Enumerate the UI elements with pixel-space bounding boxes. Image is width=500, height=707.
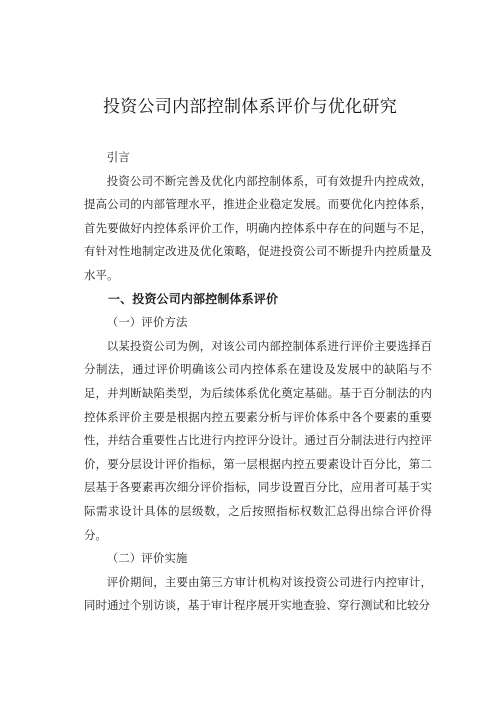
subsection-heading-implementation: （二）评价实施 <box>106 551 188 566</box>
intro-heading: 引言 <box>106 150 130 164</box>
document-title: 投资公司内部控制体系评价与优化研究 <box>102 97 398 117</box>
document-body <box>84 146 432 618</box>
intro-paragraph: 投资公司不断完善及优化内部控制体系，可有效提升内控成效，提高公司的内部管理水平，推进企业稳定发展。而要优化内控体系，首先要做好内控体系评价工作，明确内控体系中存在的问题与不足，有针对性地制定改进及优化策略，促进投资公司不断提升内控质量及水平。 <box>84 173 432 282</box>
implementation-paragraph: 评价期间，主要由第三方审计机构对该投资公司进行内控审计，同时通过个别访谈，基于审计程序展开实地查验、穿行测试和比较分 <box>84 574 432 613</box>
section-heading: 一、投资公司内部控制体系评价 <box>108 291 279 306</box>
method-paragraph: 以某投资公司为例，对该公司内部控制体系进行评价主要选择百分制法，通过评价明确该公司内控体系在建设及发展中的缺陷与不足，并判断缺陷类型，为后续体系优化奠定基础。基于百分制法的内控体系评价主要是根据内控五要素分析与评价体系中各个要素的重要性，并结合重要性占比进行内控评分设计。通过百分制法进行内控评价，要分层设计评价指标，第一层根据内控五要素设计百分比，第二层基于各要素再次细分评价指标，同步设置百分比，应用者可基于实际需求设计具体的层级数，之后按照指标权数汇总得出综合评价得分。 <box>84 338 432 542</box>
subsection-heading-method: （一）评价方法 <box>106 315 188 330</box>
